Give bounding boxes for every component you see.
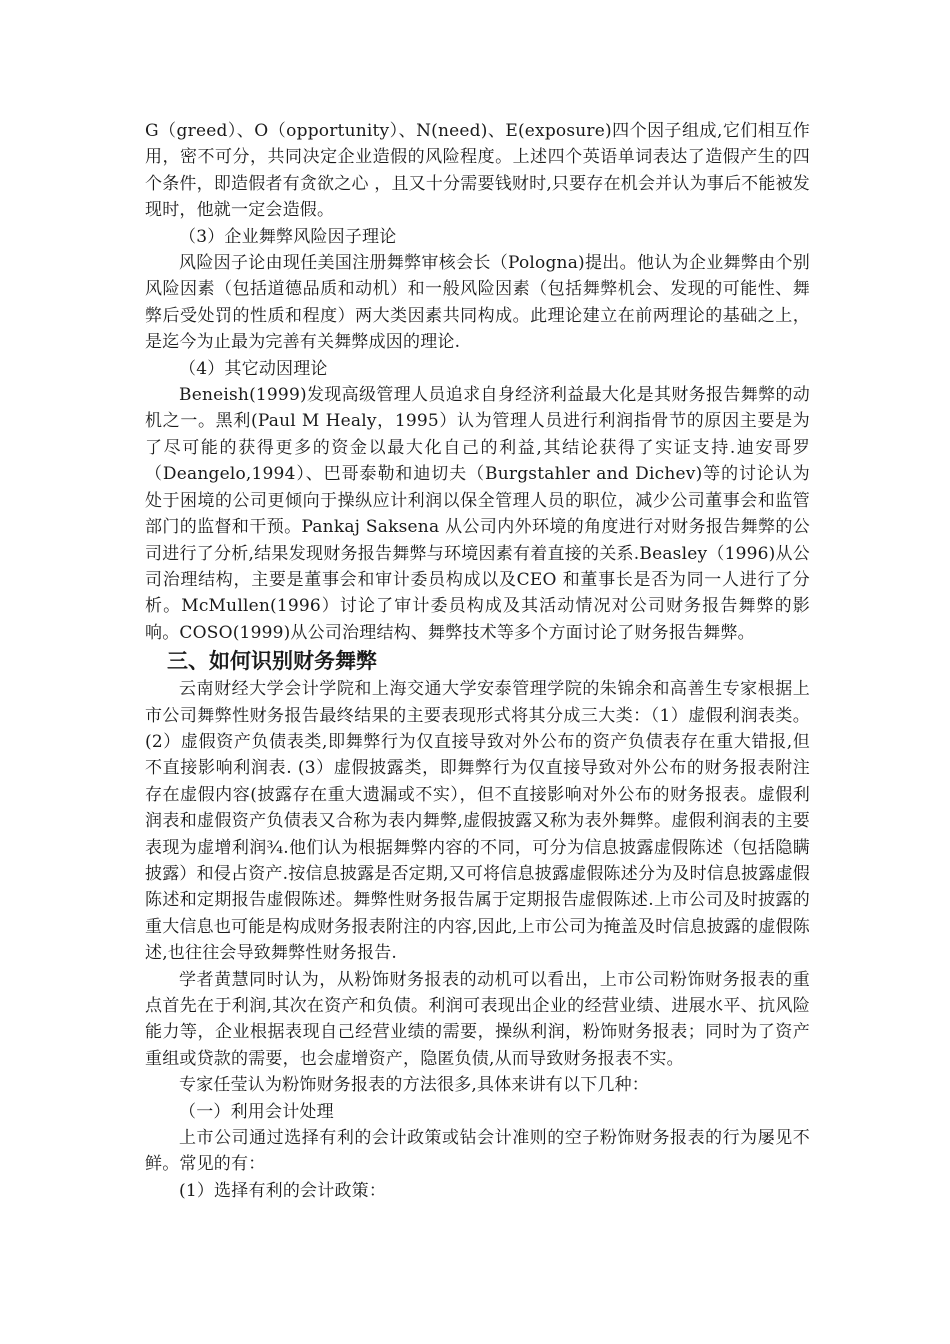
paragraph-fraud-factors-gone: G（greed）、O（opportunity）、N(need)、E(exposure)四个因子组成,它们相互作用，密不可分，共同决定企业造假的风险程度。上述四个英语单词表达了造假产生的四个条件，即造假者有贪欲之心 ，且又十分需要钱财时,只要存在机会并认为事后不能被发现时，他就一定会造假。: [145, 121, 810, 221]
list-item-favorable-policy: (1）选择有利的会计政策：: [179, 1180, 387, 1201]
paragraph-risk-factor-theory: 风险因子论由现任美国注册舞弊审核会长（Pologna)提出。他认为企业舞弊由个别风险因素（包括道德品质和动机）和一般风险因素（包括舞弊机会、发现的可能性、舞弊后受处罚的性质和程度）两大类因素共同构成。此理论建立在前两理论的基础之上，是迄今为止最为完善有关舞弊成因的理论.: [145, 253, 810, 353]
subheading-accounting-treatment: （一）利用会计处理: [179, 1101, 334, 1122]
paragraph-other-motive-theories: Beneish(1999)发现高级管理人员追求自身经济利益最大化是其财务报告舞弊的动机之一。黑利(Paul M Healy，1995）认为管理人员进行利润指骨节的原因主要是为了尽可能的获得更多的资金以最大化自己的利益,其结论获得了实证支持.迪安哥罗（Deangelo,1994）、巴哥泰勒和迪切夫（Burgstahler and Dichev)等的讨论认为处于困境的公司更倾向于操纵应计利润以保全管理人员的职位，减少公司董事会和监管部门的监督和干预。Pankaj Saksena 从公司内外环境的角度进行对财务报告舞弊的公司进行了分析,结果发现财务报告舞弊与环境因素有着直接的关系.Beasley（1996)从公司治理结构，主要是董事会和审计委员构成以及CEO 和董事长是否为同一人进行了分析。McMullen(1996）讨论了审计委员构成及其活动情况对公司财务报告舞弊的影响。COSO(1999)从公司治理结构、舞弊技术等多个方面讨论了财务报告舞弊。: [145, 385, 810, 643]
section-heading-identify-fraud: 三、如何识别财务舞弊: [167, 649, 377, 674]
paragraph-accounting-policy: 上市公司通过选择有利的会计政策或钻会计准则的空子粉饰财务报表的行为屡见不鲜。常见的有：: [145, 1128, 810, 1175]
subheading-risk-factor-theory: （3）企业舞弊风险因子理论: [179, 226, 397, 247]
subheading-other-motive-theories: （4）其它动因理论: [179, 358, 328, 379]
paragraph-huang-hui: 学者黄慧同时认为，从粉饰财务报表的动机可以看出，上市公司粉饰财务报表的重点首先在于利润,其次在资产和负债。利润可表现出企业的经营业绩、进展水平、抗风险能力等，企业根据表现自己经营业绩的需要，操纵利润，粉饰财务报表；同时为了资产重组或贷款的需要，也会虚增资产，隐匿负债,从而导致财务报表不实。: [145, 969, 810, 1069]
paragraph-ren-ying: 专家任莹认为粉饰财务报表的方法很多,具体来讲有以下几种：: [179, 1075, 650, 1096]
paragraph-three-categories: 云南财经大学会计学院和上海交通大学安泰管理学院的朱锦余和高善生专家根据上市公司舞弊性财务报告最终结果的主要表现形式将其分成三大类：（1）虚假利润表类。(2）虚假资产负债表类,即舞弊行为仅直接导致对外公布的资产负债表存在重大错报,但不直接影响利润表. (3）虚假披露类，即舞弊行为仅直接导致对外公布的财务报表附注存在虚假内容(披露存在重大遗漏或不实），但不直接影响对外公布的财务报表。虚假利润表和虚假资产负债表又合称为表内舞弊,虚假披露又称为表外舞弊。虚假利润表的主要表现为虚增利润¾.他们认为根据舞弊内容的不同，可分为信息披露虚假陈述（包括隐瞒披露）和侵占资产.按信息披露是否定期,又可将信息披露虚假陈述分为及时信息披露虚假陈述和定期报告虚假陈述。舞弊性财务报告属于定期报告虚假陈述.上市公司及时披露的重大信息也可能是构成财务报表附注的内容,因此,上市公司为掩盖及时信息披露的虚假陈述,也往往会导致舞弊性财务报告.: [145, 679, 810, 964]
document-page: [145, 118, 810, 1204]
